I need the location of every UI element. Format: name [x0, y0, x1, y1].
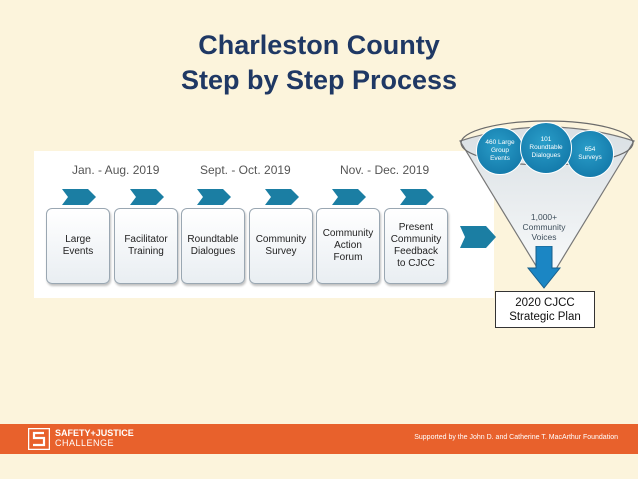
bubble-surveys: 654 Surveys	[566, 130, 614, 178]
phase-label: Sept. - Oct. 2019	[200, 163, 291, 177]
chevron-arrow-icon	[197, 189, 231, 205]
bubble-large-events: 460 Large Group Events	[476, 127, 524, 175]
title-line-2: Step by Step Process	[180, 65, 458, 95]
footer-logo-text: SAFETY+JUSTICE CHALLENGE	[55, 428, 134, 448]
step-community-survey: Community Survey	[249, 208, 313, 284]
step-present-feedback: Present Community Feedback to CJCC	[384, 208, 448, 284]
community-voices-label: 1,000+ Community Voices	[522, 212, 566, 242]
chevron-arrow-icon	[400, 189, 434, 205]
strategic-plan-box: 2020 CJCC Strategic Plan	[495, 291, 595, 328]
step-community-action-forum: Community Action Forum	[316, 208, 380, 284]
chevron-arrow-icon	[130, 189, 164, 205]
safety-justice-logo-icon	[28, 428, 50, 450]
timeline-panel	[34, 151, 494, 298]
slide-title	[0, 28, 638, 98]
bubble-roundtable-dialogues: 101 Roundtable Dialogues	[520, 122, 572, 174]
step-roundtable-dialogues: Roundtable Dialogues	[181, 208, 245, 284]
footer-support-text: Supported by the John D. and Catherine T. MacArthur Foundation	[414, 434, 618, 441]
title-line-1: Charleston County	[198, 30, 440, 60]
step-facilitator-training: Facilitator Training	[114, 208, 178, 284]
chevron-arrow-icon	[265, 189, 299, 205]
step-large-events: Large Events	[46, 208, 110, 284]
phase-label: Jan. - Aug. 2019	[72, 163, 160, 177]
arrow-down-icon	[526, 246, 562, 290]
chevron-arrow-icon	[332, 189, 366, 205]
phase-label: Nov. - Dec. 2019	[340, 163, 430, 177]
chevron-arrow-icon	[62, 189, 96, 205]
